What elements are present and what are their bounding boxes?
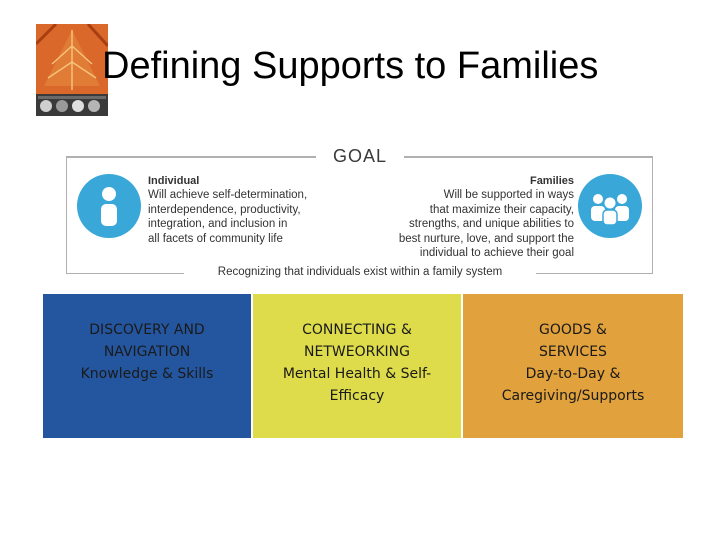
families-heading: Families: [529, 175, 574, 187]
person-icon: [77, 174, 141, 238]
individual-text: Will achieve self-determination, interdependence, productivity, integration, and inclusion in all facets of community life: [148, 189, 308, 245]
families-text: Will be supported in ways that maximize their capacity, strengths, and unique abilities to best nurture, love, and support the individual to achieve their goal: [398, 189, 574, 259]
pillar-subtitle: Day-to-Day & Caregiving/Supports: [501, 366, 645, 404]
pillar-title: GOODS & SERVICES: [539, 322, 607, 360]
pillar-connecting: [253, 294, 461, 438]
goal-footer-note: Recognizing that individuals exist within a family system: [184, 264, 536, 280]
pillar-discovery: [43, 294, 251, 438]
pillar-title: DISCOVERY AND NAVIGATION: [89, 322, 205, 360]
individual-goal: [148, 174, 338, 246]
pillar-goods-services: [463, 294, 683, 438]
slide-title: Defining Supports to Families: [102, 45, 599, 87]
individual-heading: Individual: [148, 175, 200, 187]
families-goal: [372, 174, 574, 261]
pillar-subtitle: Mental Health & Self-Efficacy: [282, 366, 432, 404]
pillar-subtitle: Knowledge & Skills: [80, 366, 214, 382]
pillar-title: CONNECTING & NETWEORKING: [302, 322, 412, 360]
leaf-logo: [36, 24, 108, 116]
goal-heading: GOAL: [316, 145, 404, 167]
family-group-icon: [578, 174, 642, 238]
